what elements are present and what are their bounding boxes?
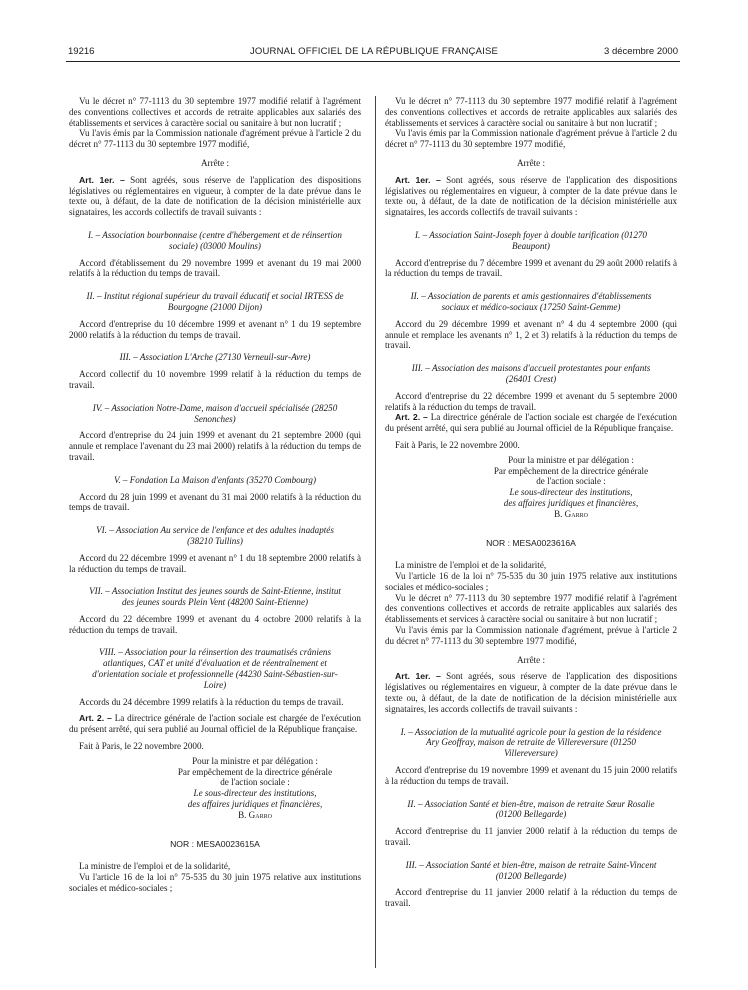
- article-1: [385, 671, 677, 714]
- article-text: Sont agréés, sous réserve de l'application des dispositions législatives ou réglementaires en vigueur, à compter de la date prévue dans le texte ou, à défaut, de la date de notification de la décision ministérielle aux signataires, les accords collectifs de travail suivants :: [69, 174, 361, 218]
- association-heading: VIII. – Association pour la réinsertion des traumatisés crâniens atlantiques, CAT et unité d'évaluation et de réentraînement et d'orientation sociale et professionnelle (44230 Saint-Sébastien-sur-Loire): [92, 647, 338, 690]
- left-column: [69, 96, 361, 894]
- article-1: [69, 175, 361, 218]
- accord-text: Accord d'entreprise du 11 janvier 2000 relatif à la réduction du temps de travail.: [385, 887, 677, 909]
- signature-line: Par empêchement de la directrice générale: [177, 766, 333, 777]
- accord-text: Accord du 22 décembre 1999 et avenant n° 1 du 18 septembre 2000 relatifs à la réduction du temps de travail.: [69, 552, 361, 574]
- visa-paragraph: Vu l'avis émis par la Commission nationale d'agrément, prévue à l'article 2 du décret n° 77-1113 du 30 septembre 1977 modifié,: [385, 625, 677, 646]
- article-label: Art. 1er. –: [79, 174, 125, 185]
- article-label: Art. 1er. –: [395, 671, 441, 682]
- accord-text: Accord d'entreprise du 22 décembre 1999 et avenant du 5 septembre 2000 relatifs à la réduction du temps de travail.: [385, 390, 677, 412]
- accord-text: Accord d'entreprise du 10 décembre 1999 et avenant n° 1 du 19 septembre 2000 relatifs à la réduction du temps de travail.: [69, 318, 361, 340]
- accord-text: Accord d'entreprise du 11 janvier 2000 relatif à la réduction du temps de travail.: [385, 826, 677, 848]
- column-divider: [375, 96, 376, 968]
- arrete-label: Arrête :: [200, 157, 230, 168]
- visa-paragraph: Vu l'article 16 de la loi n° 75-535 du 30 juin 1975 relative aux institutions sociales et médico-sociales ;: [385, 571, 677, 592]
- visa-paragraph: Vu l'avis émis par la Commission nationale d'agrément prévue à l'article 2 du décret n° 77-1113 du 30 septembre 1977 modifié,: [69, 128, 361, 150]
- association-heading: VI. – Association Au service de l'enfance et des adultes inadaptés (38210 Tullins): [96, 525, 334, 546]
- signature-block: [69, 756, 361, 821]
- visa-paragraph: La ministre de l'emploi et de la solidarité,: [395, 560, 547, 571]
- association-heading: II. – Association Santé et bien-être, maison de retraite Sœur Rosalie (01200 Bellegarde): [407, 798, 655, 820]
- signature-title: Le sous-directeur des institutions,: [509, 487, 633, 498]
- signatory-name: B. Garro: [554, 508, 588, 519]
- association-heading: II. – Association de parents et amis gestionnaires d'établissements sociaux et médico-sociaux (17250 Saint-Gemme): [410, 291, 652, 312]
- accord-text: Accord d'entreprise du 19 novembre 1999 et avenant du 15 juin 2000 relatifs à la réduction du temps de travail.: [385, 765, 677, 786]
- signature-title: des affaires juridiques et financières,: [503, 497, 639, 508]
- association-heading: I. – Association Saint-Joseph foyer à double tarification (01270 Beaupont): [415, 229, 647, 251]
- signature-block: [385, 455, 677, 520]
- nor-reference: NOR : MESA0023615A: [170, 838, 260, 849]
- right-column: [385, 96, 677, 909]
- accord-text: Accord collectif du 10 novembre 1999 relatif à la réduction du temps de travail.: [69, 369, 361, 390]
- signature-line: Par empêchement de la directrice générale: [493, 465, 649, 476]
- signature-title: des affaires juridiques et financières,: [187, 799, 323, 810]
- fait-a-paris: Fait à Paris, le 22 novembre 2000.: [79, 741, 204, 752]
- signatory-name: B. Garro: [238, 809, 272, 820]
- article-text: La directrice générale de l'action sociale est chargée de l'exécution du présent arrêté, qui sera publié au Journal officiel de la République française.: [385, 412, 677, 434]
- association-heading: II. – Institut régional supérieur du travail éducatif et social IRTESS de Bourgogne (21000 Dijon): [86, 291, 344, 312]
- article-2: [69, 713, 361, 735]
- header-rule: [66, 61, 680, 62]
- tail-paragraph: La ministre de l'emploi et de la solidarité,: [79, 861, 231, 872]
- signature-line: de l'action sociale :: [536, 476, 606, 487]
- signature-line: de l'action sociale :: [220, 777, 290, 788]
- article-label: Art. 2. –: [395, 412, 428, 423]
- accord-text: Accord d'entreprise du 24 juin 1999 et avenant du 21 septembre 2000 (qui annule et remplace l'avenant du 23 mai 2000) relatifs à la réduction du temps de travail.: [69, 430, 361, 462]
- article-1: [385, 175, 677, 218]
- visa-paragraph: Vu le décret n° 77-1113 du 30 septembre 1977 modifié relatif à l'agrément des conventions collectives et accords de retraite applicables aux salariés des établissements et services à caractère social ou sanitaire à but non lucratif ;: [385, 96, 677, 128]
- fait-a-paris: Fait à Paris, le 22 novembre 2000.: [395, 439, 520, 450]
- association-heading: I. – Association bourbonnaise (centre d'hébergement et de réinsertion sociale) (03000 Moulins): [88, 229, 342, 251]
- page-number: 19216: [68, 46, 95, 57]
- article-text: La directrice générale de l'action sociale est chargée de l'exécution du présent arrêté, qui sera publié au Journal officiel de la République française.: [69, 713, 361, 735]
- issue-date: 3 décembre 2000: [604, 46, 678, 57]
- nor-reference: NOR : MESA0023616A: [486, 537, 576, 548]
- arrete-label: Arrête :: [516, 654, 546, 665]
- tail-paragraph: Vu l'article 16 de la loi n° 75-535 du 30 juin 1975 relative aux institutions sociales et médico-sociales ;: [69, 872, 361, 894]
- association-heading: III. – Association Santé et bien-être, maison de retraite Saint-Vincent (01200 Bellegarde): [405, 859, 657, 881]
- association-heading: VII. – Association Institut des jeunes sourds de Saint-Etienne, institut des jeunes sourds Plein Vent (48200 Saint-Etienne): [89, 586, 341, 608]
- association-heading: V. – Fondation La Maison d'enfants (35270 Combourg): [113, 474, 316, 485]
- accord-text: Accord du 22 décembre 1999 et avenant du 4 octobre 2000 relatifs à la réduction du temps de travail.: [69, 613, 361, 635]
- article-text: Sont agréés, sous réserve de l'application des dispositions législatives ou réglementaires en vigueur, à compter de la date prévue dans le texte ou, à défaut, de la date de notification de la décision ministérielle aux signataires, les accords collectifs de travail suivants :: [385, 671, 677, 714]
- article-text: Sont agréés, sous réserve de l'application des dispositions législatives ou réglementaires en vigueur, à compter de la date prévue dans le texte ou, à défaut, de la date de notification de la décision ministérielle aux signataires, les accords collectifs de travail suivants :: [385, 174, 677, 218]
- journal-title: JOURNAL OFFICIEL DE LA RÉPUBLIQUE FRANÇAISE: [249, 46, 499, 57]
- accord-text: Accord d'entreprise du 7 décembre 1999 et avenant du 29 août 2000 relatifs à la réduction du temps de travail.: [385, 257, 677, 279]
- accord-text: Accord du 28 juin 1999 et avenant du 31 mai 2000 relatifs à la réduction du temps de travail.: [69, 491, 361, 513]
- accord-text: Accord d'établissement du 29 novembre 1999 et avenant du 19 mai 2000 relatifs à la réduction du temps de travail.: [69, 257, 361, 279]
- visa-paragraph: Vu l'avis émis par la Commission nationale d'agrément prévue à l'article 2 du décret n° 77-1113 du 30 septembre 1977 modifié,: [385, 128, 677, 150]
- visa-paragraph: Vu le décret n° 77-1113 du 30 septembre 1977 modifié relatif à l'agrément des conventions collectives et accords de retraite applicables aux salariés des établissements et services à caractère social ou sanitaire à but non lucratif ;: [69, 96, 361, 128]
- arrete-label: Arrête :: [516, 157, 546, 168]
- association-heading: IV. – Association Notre-Dame, maison d'accueil spécialisée (28250 Senonches): [92, 402, 338, 424]
- association-heading: I. – Association de la mutualité agricole pour la gestion de la résidence Ary Geoffray, maison de retraite de Villereversure (01250 Villereversure): [400, 726, 662, 759]
- association-heading: III. – Association des maisons d'accueil protestantes pour enfants (26401 Crest): [411, 363, 651, 384]
- article-2: [385, 412, 677, 434]
- signature-line: Pour la ministre et par délégation :: [192, 755, 318, 766]
- visa-paragraph: Vu le décret n° 77-1113 du 30 septembre 1977 modifié relatif à l'agrément des conventions collectives et accords de retraite applicables aux salariés des établissements et services à caractère social ou sanitaire à but non lucratif ;: [385, 592, 677, 625]
- accord-text: Accords du 24 décembre 1999 relatifs à la réduction du temps de travail.: [79, 696, 344, 707]
- article-label: Art. 1er. –: [395, 174, 441, 185]
- association-heading: III. – Association L'Arche (27130 Verneuil-sur-Avre): [119, 352, 311, 363]
- article-label: Art. 2. –: [79, 713, 112, 724]
- signature-title: Le sous-directeur des institutions,: [193, 788, 317, 799]
- signature-line: Pour la ministre et par délégation :: [508, 454, 634, 465]
- accord-text: Accord du 29 décembre 1999 et avenant n° 4 du 4 septembre 2000 (qui annule et remplace les avenants n° 1, 2 et 3) relatifs à la réduction du temps de travail.: [385, 318, 677, 351]
